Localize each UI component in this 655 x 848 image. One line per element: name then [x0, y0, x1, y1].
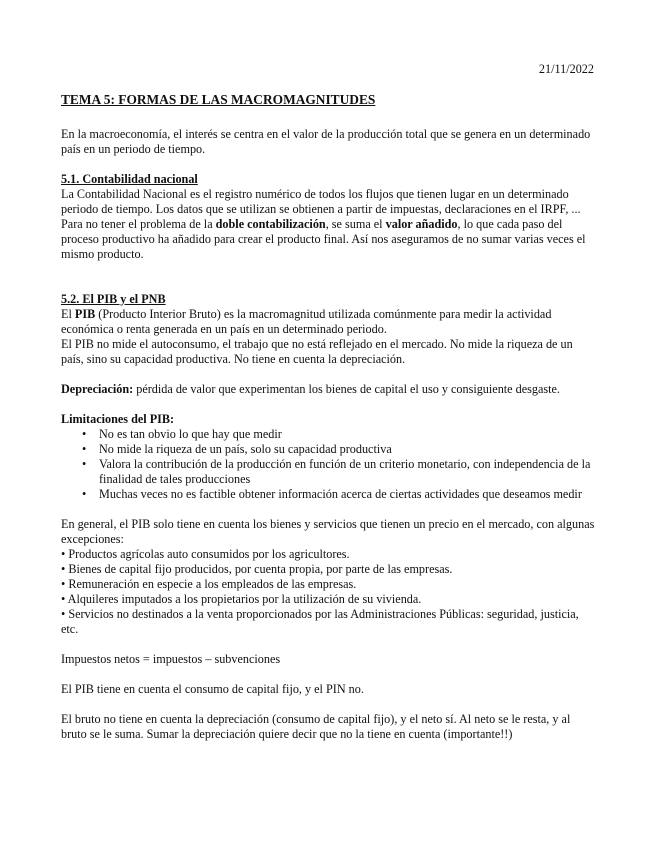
text-run: , lo que cada paso del proceso productivo ha añadido para crear el producto final. Así nos aseguramos de no sumar varias veces el mismo producto.: [61, 217, 586, 261]
section-2-heading: 5.2. El PIB y el PNB: [61, 292, 166, 306]
limitations-heading: Limitaciones del PIB:: [61, 412, 175, 426]
text-run: (Producto Interior Bruto) es la macromagnitud utilizada comúnmente para medir la actividad económica o renta generada en un país en un determinado periodo.: [61, 307, 552, 336]
list-item: • Valora la contribución de la producción en función de un criterio monetario, con independencia de la finalidad de tales producciones: [99, 457, 595, 487]
exception-item: • Servicios no destinados a la venta proporcionados por las Administraciones Públicas: seguridad, justicia, etc.: [61, 607, 579, 636]
text-run: El: [61, 307, 75, 321]
general-paragraph: En general, el PIB solo tiene en cuenta los bienes y servicios que tienen un precio en el mercado, con algunas excepciones:: [61, 517, 595, 546]
document-title: TEMA 5: FORMAS DE LAS MACROMAGNITUDES: [61, 92, 376, 107]
section-1-paragraph-2: [61, 217, 595, 262]
text-run: Para no tener el problema de la: [61, 217, 216, 231]
section-2-paragraph-1: [61, 307, 595, 337]
depreciation-definition: [61, 382, 595, 397]
list-item: • No mide la riqueza de un país, solo su capacidad productiva: [99, 442, 595, 457]
exception-item: • Bienes de capital fijo producidos, por cuenta propia, por parte de las empresas.: [61, 562, 453, 576]
net-taxes-formula: Impuestos netos = impuestos – subvenciones: [61, 652, 281, 666]
exception-item: • Remuneración en especie a los empleados de las empresas.: [61, 577, 357, 591]
list-item: • No es tan obvio lo que hay que medir: [99, 427, 595, 442]
exception-item: • Productos agrícolas auto consumidos por los agricultores.: [61, 547, 350, 561]
pib-pin-paragraph: El PIB tiene en cuenta el consumo de capital fijo, y el PIN no.: [61, 682, 364, 696]
intro-paragraph: En la macroeconomía, el interés se centra en el valor de la producción total que se genera en un determinado país en un periodo de tiempo.: [61, 127, 591, 156]
bold-term-valor-anadido: valor añadido: [385, 217, 458, 231]
gross-net-paragraph: El bruto no tiene en cuenta la depreciación (consumo de capital fijo), y el neto sí. Al neto se le resta, y al bruto se le suma. Sumar la depreciación quiere decir que no la tiene en cuenta (importante!!): [61, 712, 571, 741]
depreciation-text: pérdida de valor que experimentan los bienes de capital el uso y consiguiente desgaste.: [133, 382, 560, 396]
document-date: 21/11/2022: [538, 62, 594, 76]
document-body: [61, 91, 595, 742]
limitations-list: [61, 427, 595, 502]
depreciation-label: Depreciación:: [61, 382, 134, 396]
bold-term-doble-contabilizacion: doble contabilización: [215, 217, 326, 231]
text-run: , se suma el: [325, 217, 386, 231]
list-item: • Muchas veces no es factible obtener información acerca de ciertas actividades que deseamos medir: [99, 487, 595, 502]
section-1-heading: 5.1. Contabilidad nacional: [61, 172, 198, 186]
exception-item: • Alquileres imputados a los propietarios por la utilización de su vivienda.: [61, 592, 422, 606]
section-1-paragraph-1: La Contabilidad Nacional es el registro numérico de todos los flujos que tienen lugar en un determinado periodo de tiempo. Los datos que se utilizan se obtienen a partir de impuestas, declaraciones en el IRPF, ...: [61, 187, 581, 216]
section-2-paragraph-2: El PIB no mide el autoconsumo, el trabajo que no está reflejado en el mercado. No mide la riqueza de un país, sino su capacidad productiva. No tiene en cuenta la depreciación.: [61, 337, 573, 366]
bold-term-pib: PIB: [74, 307, 96, 321]
